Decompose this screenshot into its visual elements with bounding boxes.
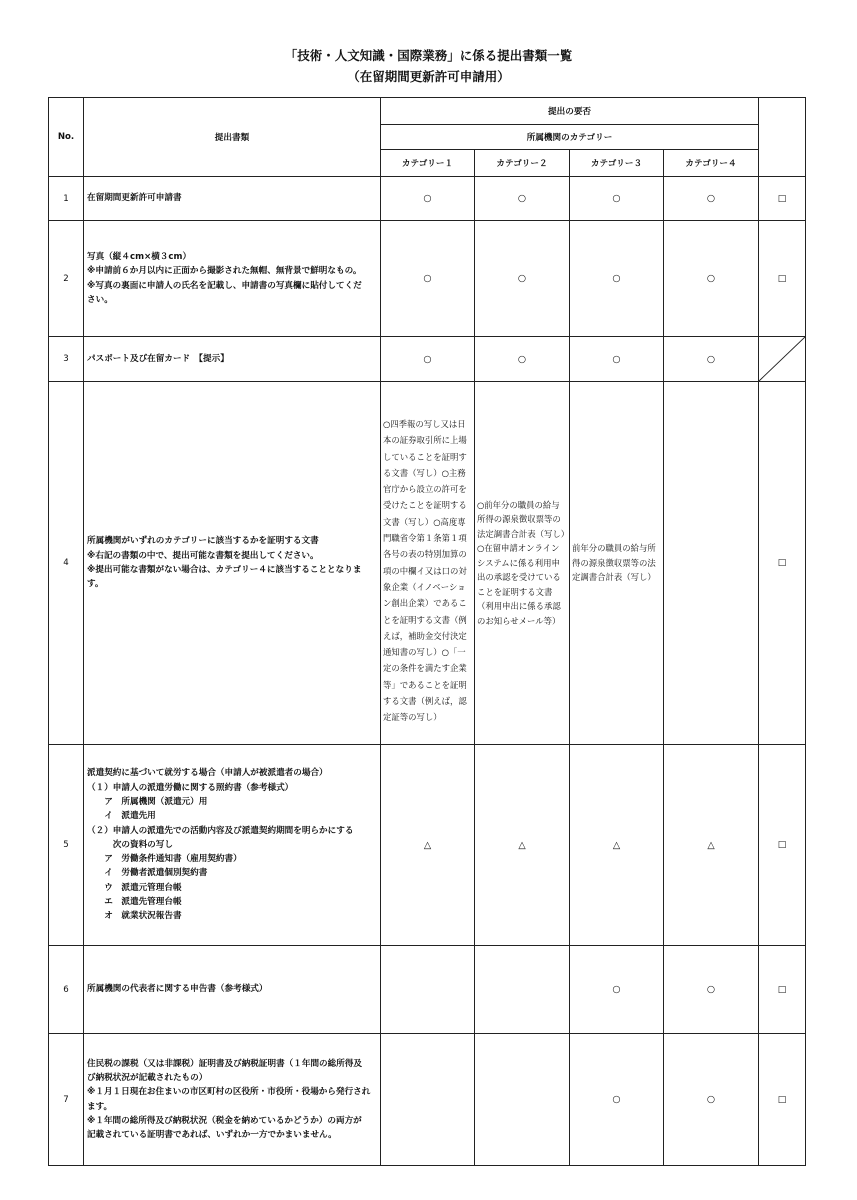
row-number: 2 [49,221,84,337]
document-name: パスポート及び在留カード 【提示】 [84,337,381,382]
required-mark: △ [664,745,759,946]
category-1-empty [381,946,475,1034]
header-category-group: 所属機関のカテゴリー [381,125,759,150]
document-name: 所属機関の代表者に関する申告書（参考様式） [84,946,381,1034]
checkbox[interactable]: □ [759,382,806,745]
table-row [49,177,806,221]
category-1-empty [381,1034,475,1166]
document-name: 所属機関がいずれのカテゴリーに該当するかを証明する文書 ※右記の書類の中で、提出可能な書類を提出してください。 ※提出可能な書類がない場合は、カテゴリー４に該当することとなりま す。 [84,382,381,745]
required-mark: ○ [664,946,759,1034]
documents-table [48,97,806,1166]
row-number: 4 [49,382,84,745]
header-category-2: カテゴリー２ [475,150,570,177]
category-4-empty [664,382,759,745]
header-category-1: カテゴリー１ [381,150,475,177]
category-2-empty [475,1034,570,1166]
checkbox[interactable]: □ [759,177,806,221]
required-mark: ○ [570,337,664,382]
page-title: 「技術・人文知識・国際業務」に係る提出書類一覧 [284,48,573,63]
required-mark: ○ [664,221,759,337]
header-category-4: カテゴリー４ [664,150,759,177]
document-name: 写真（縦４cm×横３cm） ※申請前６か月以内に正面から撮影された無帽、無背景で鮮明なもの。 ※写真の裏面に申請人の氏名を記載し、申請書の写真欄に貼付してくだ さい。 [84,221,381,337]
required-mark: ○ [570,177,664,221]
required-mark: ○ [381,337,475,382]
required-mark: ○ [381,221,475,337]
required-mark: ○ [570,1034,664,1166]
table-row [49,946,806,1034]
row-number: 6 [49,946,84,1034]
required-mark: ○ [475,221,570,337]
header-docs: 提出書類 [84,98,381,177]
header-category-3: カテゴリー３ [570,150,664,177]
document-name: 在留期間更新許可申請書 [84,177,381,221]
row-number: 5 [49,745,84,946]
table-row [49,382,806,745]
required-mark: ○ [475,177,570,221]
required-mark: ○ [475,337,570,382]
required-mark: ○ [381,177,475,221]
required-mark: ○ [570,221,664,337]
required-mark: ○ [570,946,664,1034]
category-2-empty [475,946,570,1034]
table-row [49,337,806,382]
page-subtitle: （在留期間更新許可申請用） [347,69,510,84]
required-mark: ○ [664,1034,759,1166]
document-name: 派遣契約に基づいて就労する場合（申請人が被派遣者の場合） （１）申請人の派遣労働に関する照約書（参考様式） ア 所属機関（派遣元）用 イ 派遣先用 （２）申請人の派遣先での活動内容及び派遣契約期間を明らかにする 次の資料の写し ア 労働条件通知書（雇用契約書） イ 労働者派遣個別契約書 ウ 派遣元管理台帳 エ 派遣先管理台帳 オ 就業状況報告書 [84,745,381,946]
not-applicable-cell [759,337,806,382]
checkbox[interactable]: □ [759,221,806,337]
required-mark: ○ [664,177,759,221]
required-mark: △ [475,745,570,946]
category-2-documents: ○前年分の職員の給与所得の源泉徴収票等の法定調書合計表（写し）○在留申請オンラインシステムに係る利用申出の承認を受けていることを証明する文書（利用申出に係る承認のお知らせメール等） [475,382,570,745]
required-mark: ○ [664,337,759,382]
required-mark: △ [570,745,664,946]
checkbox[interactable]: □ [759,745,806,946]
document-name: 住民税の課税（又は非課税）証明書及び納税証明書（１年間の総所得及 び納税状況が記載されたもの） ※１月１日現在お住まいの市区町村の区役所・市役所・役場から発行され ます。 ※１年間の総所得及び納税状況（税金を納めているかどうか）の両方が 記載されている証明書であれば、いずれか一方でかまいません。 [84,1034,381,1166]
header-no: No. [49,98,84,177]
checkbox[interactable]: □ [759,1034,806,1166]
row-number: 7 [49,1034,84,1166]
table-row [49,745,806,946]
required-mark: △ [381,745,475,946]
header-required: 提出の要否 [381,98,759,125]
category-1-documents: ○四季報の写し又は日本の証券取引所に上場していることを証明する文書（写し）○主務官庁から設立の許可を受けたことを証明する文書（写し）○高度専門職省令第１条第１項各号の表の特別加算の項の中欄イ又は口の対象企業（イノベーション創出企業）であることを証明する文書（例えば，補助金交付決定通知書の写し）○「一定の条件を満たす企業等」であることを証明する文書（例えば，認定証等の写し） [381,382,475,745]
row-number: 3 [49,337,84,382]
header-check-column [759,98,806,177]
row-number: 1 [49,177,84,221]
table-row [49,221,806,337]
checkbox[interactable]: □ [759,946,806,1034]
table-row [49,1034,806,1166]
category-3-documents: 前年分の職員の給与所得の源泉徴収票等の法定調書合計表（写し） [570,382,664,745]
diagonal-slash [759,337,805,381]
